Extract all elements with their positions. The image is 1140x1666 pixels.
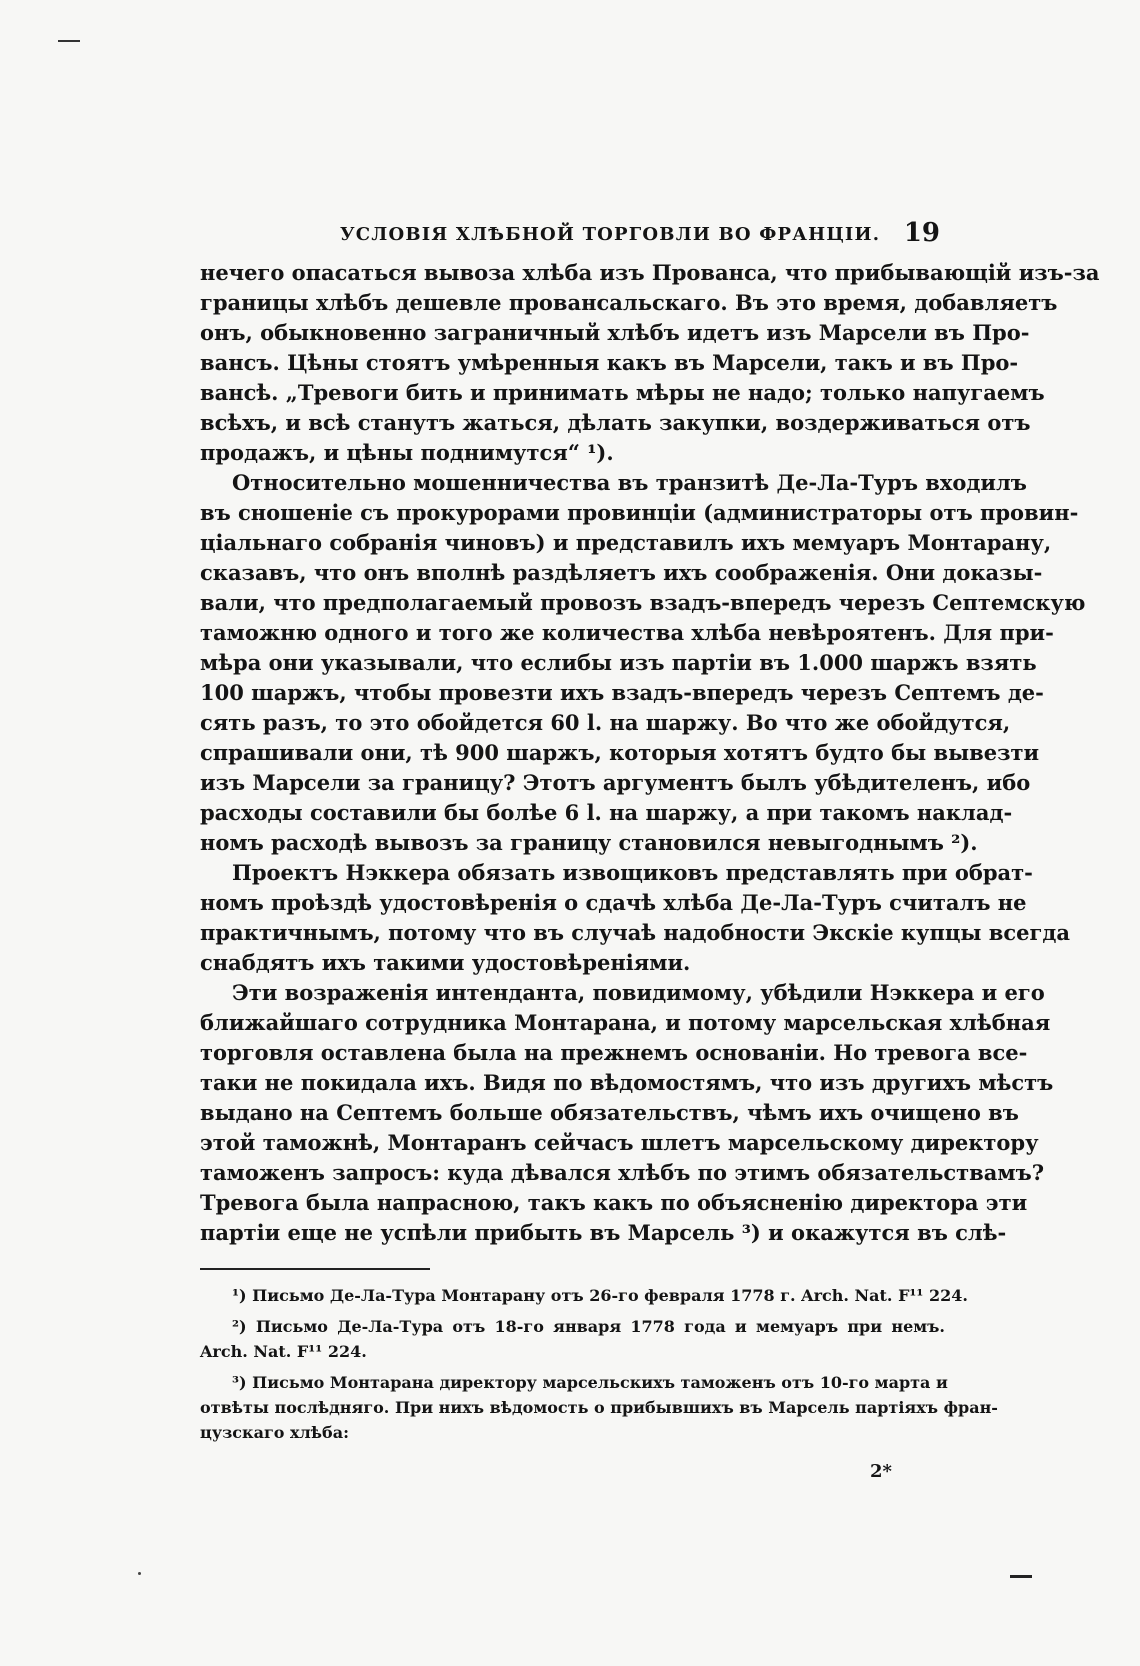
text-line: границы хлѣбъ дешевле провансальскаго. Въ это время, добавляетъ [200,290,1058,315]
text-line: номъ расходѣ вывозъ за границу становился невыгоднымъ ²). [200,830,978,855]
text-line: спрашивали они, тѣ 900 шаржъ, которыя хотятъ будто бы вывезти [200,740,1040,765]
text-line: практичнымъ, потому что въ случаѣ надобности Экскіе купцы всегда [200,920,1070,945]
footnotes [200,1283,998,1445]
text-line: всѣхъ, и всѣ станутъ жаться, дѣлать закупки, воздерживаться отъ [200,410,1031,435]
text-line: вансъ. Цѣны стоятъ умѣренныя какъ въ Марсели, такъ и въ Про- [200,350,1019,375]
footnote-line: Arch. Nat. F¹¹ 224. [200,1342,367,1361]
footnote-rule [200,1268,430,1270]
text-line: номъ проѣздѣ удостовѣренія о сдачѣ хлѣба Де-Ла-Туръ считалъ не [200,890,1027,915]
scan-dot [138,1572,141,1575]
text-line: сказавъ, что онъ вполнѣ раздѣляетъ ихъ соображенія. Они доказы- [200,560,1043,585]
footnote-line: ²) Письмо Де-Ла-Тура отъ 18-го января 1778 года и мемуаръ при немъ. [232,1317,945,1336]
footnote-line: ¹) Письмо Де-Ла-Тура Монтарану отъ 26-го февраля 1778 г. Arch. Nat. F¹¹ 224. [232,1286,968,1305]
text-line: продажъ, и цѣны поднимутся“ ¹). [200,440,614,465]
text-line: сять разъ, то это обойдется 60 l. на шаржу. Во что же обойдутся, [200,710,1011,735]
text-line: торговля оставлена была на прежнемъ основаніи. Но тревога все- [200,1040,1028,1065]
footnote-line: ³) Письмо Монтарана директору марсельскихъ таможенъ отъ 10-го марта и [232,1373,948,1392]
text-line: этой таможнѣ, Монтаранъ сейчасъ шлетъ марсельскому директору [200,1130,1039,1155]
text-line: мѣра они указывали, что еслибы изъ партіи въ 1.000 шаржъ взять [200,650,1037,675]
text-line: снабдятъ ихъ такими удостовѣреніями. [200,950,691,975]
footnote-line: цузскаго хлѣба: [200,1423,349,1442]
printer-signature: 2* [870,1461,892,1482]
text-line: изъ Марсели за границу? Этотъ аргументъ былъ убѣдителенъ, ибо [200,770,1031,795]
text-line: партіи еще не успѣли прибыть въ Марсель ³) и окажутся въ слѣ- [200,1220,1007,1245]
footnote-line: отвѣты послѣдняго. При нихъ вѣдомость о прибывшихъ въ Марсель партіяхъ фран- [200,1398,998,1417]
text-line: онъ, обыкновенно заграничный хлѣбъ идетъ изъ Марсели въ Про- [200,320,1030,345]
scan-mark [58,40,80,42]
text-line: 100 шаржъ, чтобы провезти ихъ взадъ-впередъ черезъ Септемъ де- [200,680,1044,705]
header-title: УСЛОВІЯ ХЛѢБНОЙ ТОРГОВЛИ ВО ФРАНЦІИ. [340,224,881,245]
text-line: расходы составили бы болѣе 6 l. на шаржу, а при такомъ наклад- [200,800,1013,825]
text-line: выдано на Септемъ больше обязательствъ, чѣмъ ихъ очищено въ [200,1100,1019,1125]
text-line: вали, что предполагаемый провозъ взадъ-впередъ черезъ Септемскую [200,590,1086,615]
text-line: Относительно мошенничества въ транзитѣ Де-Ла-Туръ входилъ [232,470,1027,495]
text-line: вансѣ. „Тревоги бить и принимать мѣры не надо; только напугаемъ [200,380,1045,405]
text-line: таможенъ запросъ: куда дѣвался хлѣбъ по этимъ обязательствамъ? [200,1160,1045,1185]
running-header [200,218,950,248]
text-line: Тревога была напрасною, такъ какъ по объясненію директора эти [200,1190,1028,1215]
body-text [200,258,1100,1248]
text-line: ціальнаго собранія чиновъ) и представилъ ихъ мемуаръ Монтарану, [200,530,1052,555]
scan-mark [1010,1575,1032,1578]
text-line: таки не покидала ихъ. Видя по вѣдомостямъ, что изъ другихъ мѣстъ [200,1070,1054,1095]
text-line: нечего опасаться вывоза хлѣба изъ Прованса, что прибывающій изъ-за [200,260,1100,285]
page-number: 19 [903,218,940,248]
text-line: Проектъ Нэккера обязать извощиковъ представлять при обрат- [232,860,1033,885]
text-line: въ сношеніе съ прокурорами провинціи (администраторы отъ провин- [200,500,1079,525]
text-line: ближайшаго сотрудника Монтарана, и потому марсельская хлѣбная [200,1010,1051,1035]
text-line: таможню одного и того же количества хлѣба невѣроятенъ. Для при- [200,620,1054,645]
text-line: Эти возраженія интенданта, повидимому, убѣдили Нэккера и его [232,980,1045,1005]
